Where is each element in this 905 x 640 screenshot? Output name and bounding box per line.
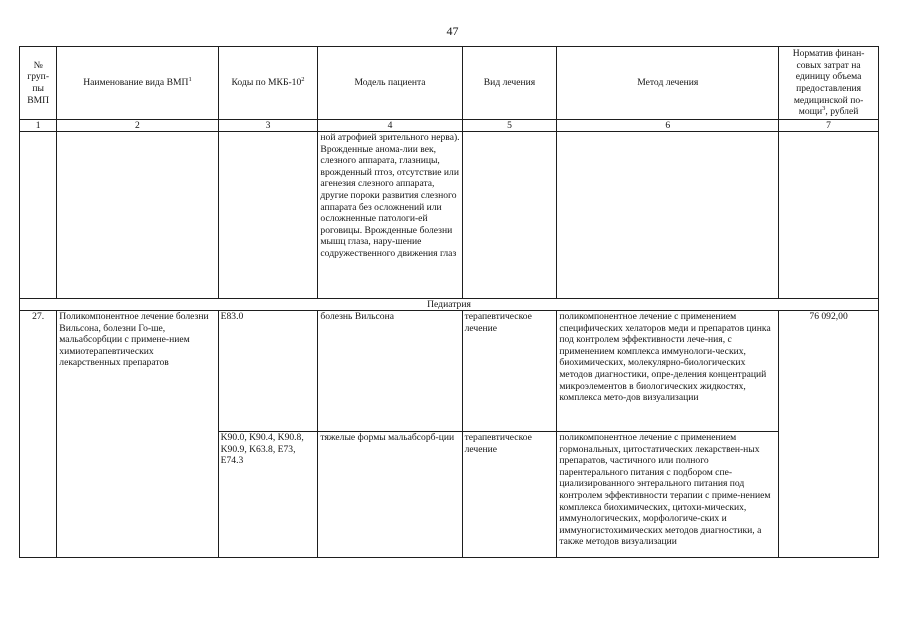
cell-empty xyxy=(57,132,218,299)
header-vmp-name xyxy=(57,47,218,120)
header-row xyxy=(20,47,879,120)
header-treatment-method xyxy=(557,47,779,120)
page-number: 47 xyxy=(446,24,459,38)
footnote-marker: 1 xyxy=(188,76,192,84)
column-number: 7 xyxy=(779,120,879,132)
cell-empty xyxy=(20,132,57,299)
group-number-cell: 27. xyxy=(20,311,57,558)
treatment-method-cell: поликомпонентное лечение с применением специфических хелаторов меди и препаратов цинка под контролем эффективности лече-ния, с применением комплекса иммунологи-ческих, биохимических, молекулярно-биологических методов диагностики, опре-деления концентраций микроэлементов в биологических жидкостях, комплекса мето-дов визуализации xyxy=(557,311,779,432)
column-number-row xyxy=(20,120,879,132)
vmp-name-cell: Поликомпонентное лечение болезни Вильсона, болезни Го-ше, мальабсорбции с примене-нием химиотерапевтических лекарственных препаратов xyxy=(57,311,218,558)
header-cost-norm-suffix: , рублей xyxy=(825,106,859,118)
column-number: 6 xyxy=(557,120,779,132)
patient-model-cell: тяжелые формы мальабсорб-ции xyxy=(318,432,462,558)
section-title: Педиатрия xyxy=(20,299,879,311)
header-cost-norm-text: Норматив финан-совых затрат на единицу объема предоставления медицинской по-мощи xyxy=(792,48,865,118)
header-icd-codes-text: Коды по МКБ-10 xyxy=(231,77,302,89)
header-cost-norm xyxy=(779,47,879,120)
column-number: 3 xyxy=(218,120,318,132)
table-row xyxy=(20,311,879,432)
column-number: 1 xyxy=(20,120,57,132)
continuation-row xyxy=(20,132,879,299)
column-number: 2 xyxy=(57,120,218,132)
footnote-marker: 2 xyxy=(301,76,305,84)
cell-empty xyxy=(557,132,779,299)
header-patient-model xyxy=(318,47,462,120)
column-number: 5 xyxy=(462,120,557,132)
cell-empty xyxy=(779,132,879,299)
header-group-no xyxy=(20,47,57,120)
header-vmp-name-text: Наименование вида ВМП xyxy=(83,77,189,89)
column-number: 4 xyxy=(318,120,462,132)
treatment-type-cell: терапевтическое лечение xyxy=(462,311,557,432)
treatment-type-cell: терапевтическое лечение xyxy=(462,432,557,558)
icd-codes-cell: E83.0 xyxy=(218,311,318,432)
patient-model-cell: ной атрофией зрительного нерва). Врожденные анома-лии век, слезного аппарата, глазницы, врожденный птоз, отсутствие или агенезия слезного аппарата, другие пороки развития слезного аппарата без осложнений или осложненные патологи-ей роговицы. Врожденные болезни мышц глаза, нару-шение содружественного движения глаз xyxy=(318,132,462,299)
header-treatment-type xyxy=(462,47,557,120)
cell-empty xyxy=(462,132,557,299)
header-treatment-method-text: Метод лечения xyxy=(637,77,699,89)
icd-codes-cell: K90.0, K90.4, K90.8, K90.9, K63.8, E73, E74.3 xyxy=(218,432,318,558)
section-row xyxy=(20,299,879,311)
header-treatment-type-text: Вид лечения xyxy=(483,77,536,89)
patient-model-cell: болезнь Вильсона xyxy=(318,311,462,432)
treatment-method-cell: поликомпонентное лечение с применением гормональных, цитостатических лекарствен-ных препаратов, частичного или полного парентерального питания с подбором спе-циализированного энтерального питания под контролем эффективности терапии с приме-нением комплекса биохимических, цитохи-мических, иммунологических, морфологиче-ских и иммуногистохимических методов диагностики, а также методов визуализации xyxy=(557,432,779,558)
cell-empty xyxy=(218,132,318,299)
header-patient-model-text: Модель пациента xyxy=(354,77,426,89)
vmp-table xyxy=(19,46,879,558)
header-icd-codes xyxy=(218,47,318,120)
header-group-no-text: № груп-пы ВМП xyxy=(27,59,50,106)
cost-cell: 76 092,00 xyxy=(779,311,879,558)
footnote-marker: 3 xyxy=(822,105,826,112)
